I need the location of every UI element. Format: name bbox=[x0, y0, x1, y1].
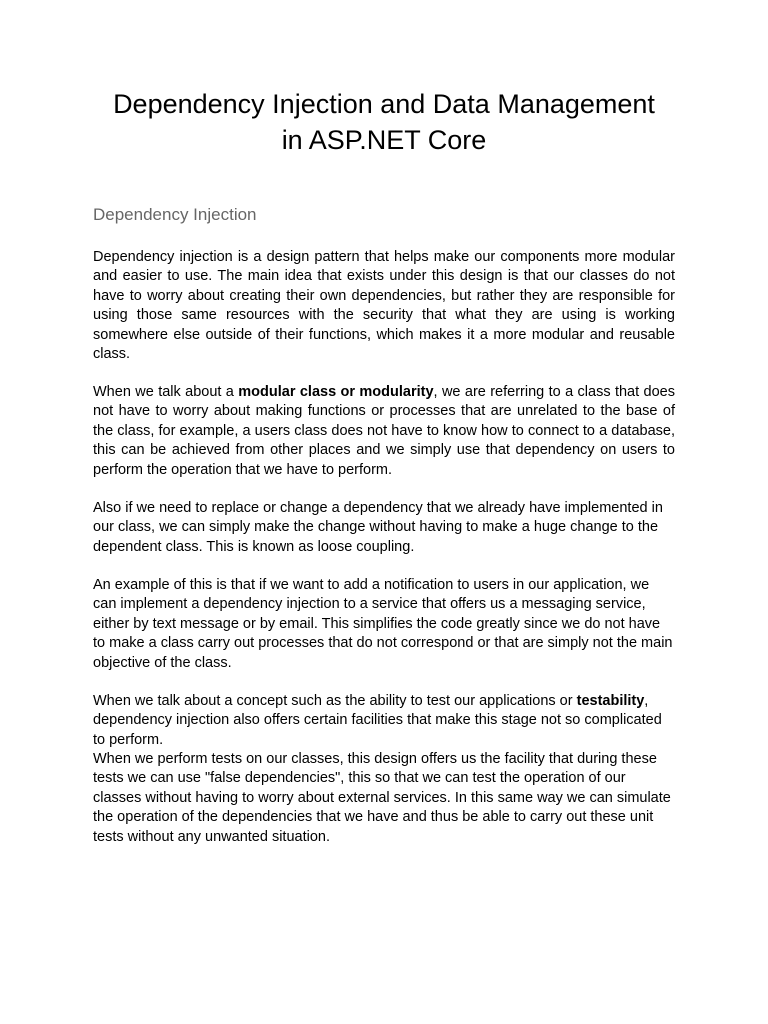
document-title-line-1: Dependency Injection and Data Management bbox=[113, 89, 655, 119]
paragraph-unit-tests: When we perform tests on our classes, this design offers us the facility that during these tests we can use "false dependencies", this so that we can test the operation of our classes without having to worry about external services. In this same way we can simulate the operation of the dependencies that we have and thus be able to carry out these unit tests without any unwanted situation. bbox=[93, 751, 671, 845]
testability-bold-term: testability bbox=[576, 693, 645, 709]
paragraph-testability-text-end: , dependency injection also offers certain facilities that make this stage not so complicated to perform. bbox=[93, 693, 662, 748]
section-heading: Dependency Injection bbox=[93, 205, 257, 224]
document-title bbox=[60, 86, 708, 158]
modularity-bold-term: modular class or modularity bbox=[238, 384, 434, 400]
paragraph-modularity-text-start: When we talk about a bbox=[93, 384, 239, 400]
paragraph-modularity bbox=[93, 383, 675, 480]
paragraph-testability bbox=[93, 692, 675, 750]
paragraph-notification-example: An example of this is that if we want to add a notification to users in our application, we can implement a dependency injection to a service that offers us a messaging service, either by text message or by email. This simplifies the code greatly since we do not have to make a class carry out processes that do not correspond or that are simply not the main objective of the class. bbox=[93, 577, 673, 671]
paragraph-intro: Dependency injection is a design pattern that helps make our components more modular and easier to use. The main idea that exists under this design is that our classes do not have to worry about creating their own dependencies, but rather they are responsible for using those same resources with the security that what they are using is working somewhere else outside of their functions, which makes it a more modular and reusable class. bbox=[93, 249, 675, 363]
paragraph-modularity-text-end: , we are referring to a class that does not have to worry about making functions or processes that are unrelated to the base of the class, for example, a users class does not have to know how to connect to a database, this can be achieved from other places and we simply use that dependency on users to perform the operation that we have to perform. bbox=[93, 384, 675, 478]
paragraph-loose-coupling: Also if we need to replace or change a dependency that we already have implemented in our class, we can simply make the change without having to make a huge change to the dependent class. This is known as loose coupling. bbox=[93, 500, 663, 555]
paragraph-testability-text-start: When we talk about a concept such as the ability to test our applications or bbox=[93, 693, 577, 709]
document-title-line-2: in ASP.NET Core bbox=[281, 125, 487, 155]
